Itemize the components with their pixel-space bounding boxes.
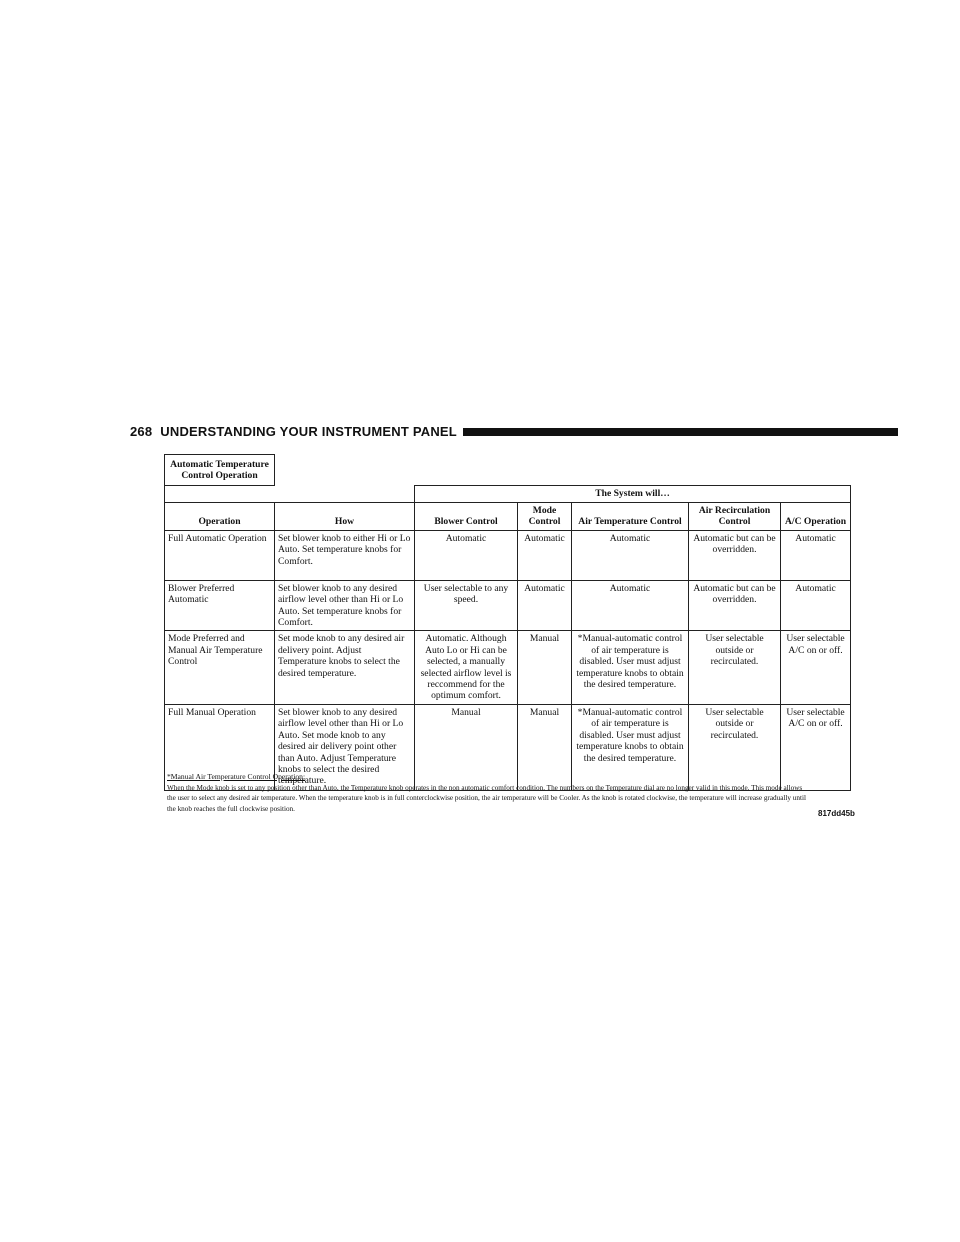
col-blower-control: Blower Control bbox=[415, 503, 518, 531]
col-mode-control: Mode Control bbox=[518, 503, 572, 531]
cell-blower: User selectable to any speed. bbox=[415, 580, 518, 631]
cell-mode: Manual bbox=[518, 631, 572, 704]
cell-ac: Automatic bbox=[781, 530, 851, 580]
cell-air-recirc: User selectable outside or recirculated. bbox=[689, 704, 781, 790]
cell-air-recirc: Automatic but can be overridden. bbox=[689, 580, 781, 631]
page-number: 268 bbox=[130, 423, 153, 439]
cell-mode: Manual bbox=[518, 704, 572, 790]
header-rule bbox=[463, 428, 898, 436]
cell-ac: User selectable A/C on or off. bbox=[781, 631, 851, 704]
cell-blower: Automatic bbox=[415, 530, 518, 580]
cell-operation: Full Automatic Operation bbox=[165, 530, 275, 580]
footnote-body: When the Mode knob is set to any position other than Auto, the Temperature knob operates in the non automatic comfort condition. The numbers on the Temperature dial are no longer valid in this mode. This mode allows the user to select any desired air temperature. When the temperature knob is in full conterclockwise position, the air temperature will be Cooler. As the knob is rotated clockwise, the temperature will increase gradually until the knob reaches the full clockwise position. bbox=[167, 783, 806, 813]
page-title: UNDERSTANDING YOUR INSTRUMENT PANEL bbox=[160, 423, 457, 439]
cell-air-recirc: Automatic but can be overridden. bbox=[689, 530, 781, 580]
col-how: How bbox=[275, 503, 415, 531]
cell-ac: User selectable A/C on or off. bbox=[781, 704, 851, 790]
table-row bbox=[165, 631, 851, 704]
cell-air-temp: *Manual-automatic control of air temperature is disabled. User must adjust temperature knobs to obtain the desired temperature. bbox=[572, 704, 689, 790]
cell-air-temp: Automatic bbox=[572, 530, 689, 580]
cell-mode: Automatic bbox=[518, 530, 572, 580]
cell-mode: Automatic bbox=[518, 580, 572, 631]
cell-how: Set blower knob to any desired airflow level other than Hi or Lo Auto. Set mode knob to any desired air delivery point other than Auto. Adjust Temperature knobs to select the desired temperature. bbox=[275, 704, 415, 790]
system-row bbox=[165, 486, 851, 503]
col-air-recirculation-control: Air Recirculation Control bbox=[689, 503, 781, 531]
cell-air-temp: *Manual-automatic control of air temperature is disabled. User must adjust temperature knobs to obtain the desired temperature. bbox=[572, 631, 689, 704]
system-will-header: The System will… bbox=[415, 486, 851, 503]
cell-how: Set blower knob to any desired airflow level other than Hi or Lo Auto. Set temperature knobs for Comfort. bbox=[275, 580, 415, 631]
control-operation-table bbox=[164, 454, 851, 791]
page-header bbox=[130, 421, 898, 441]
corner-title: Automatic Temperature Control Operation bbox=[165, 455, 275, 486]
cell-blower: Automatic. Although Auto Lo or Hi can be selected, a manually selected airflow level is reccommend for the optimum comfort. bbox=[415, 631, 518, 704]
cell-operation: Mode Preferred and Manual Air Temperature Control bbox=[165, 631, 275, 704]
col-ac-operation: A/C Operation bbox=[781, 503, 851, 531]
col-operation: Operation bbox=[165, 503, 275, 531]
table-row bbox=[165, 580, 851, 631]
cell-air-recirc: User selectable outside or recirculated. bbox=[689, 631, 781, 704]
table-title-row bbox=[165, 455, 851, 486]
cell-blower: Manual bbox=[415, 704, 518, 790]
column-header-row bbox=[165, 503, 851, 531]
cell-how: Set mode knob to any desired air delivery point. Adjust Temperature knobs to select the desired temperature. bbox=[275, 631, 415, 704]
cell-operation: Blower Preferred Automatic bbox=[165, 580, 275, 631]
footnote-title: *Manual Air Temperature Control Operation: bbox=[167, 772, 306, 781]
cell-air-temp: Automatic bbox=[572, 580, 689, 631]
col-air-temperature-control: Air Temperature Control bbox=[572, 503, 689, 531]
cell-ac: Automatic bbox=[781, 580, 851, 631]
table-row bbox=[165, 530, 851, 580]
cell-operation: Full Manual Operation bbox=[165, 704, 275, 790]
cell-how: Set blower knob to either Hi or Lo Auto. Set temperature knobs for Comfort. bbox=[275, 530, 415, 580]
figure-id: 817dd45b bbox=[818, 809, 855, 818]
footnote bbox=[167, 772, 857, 814]
